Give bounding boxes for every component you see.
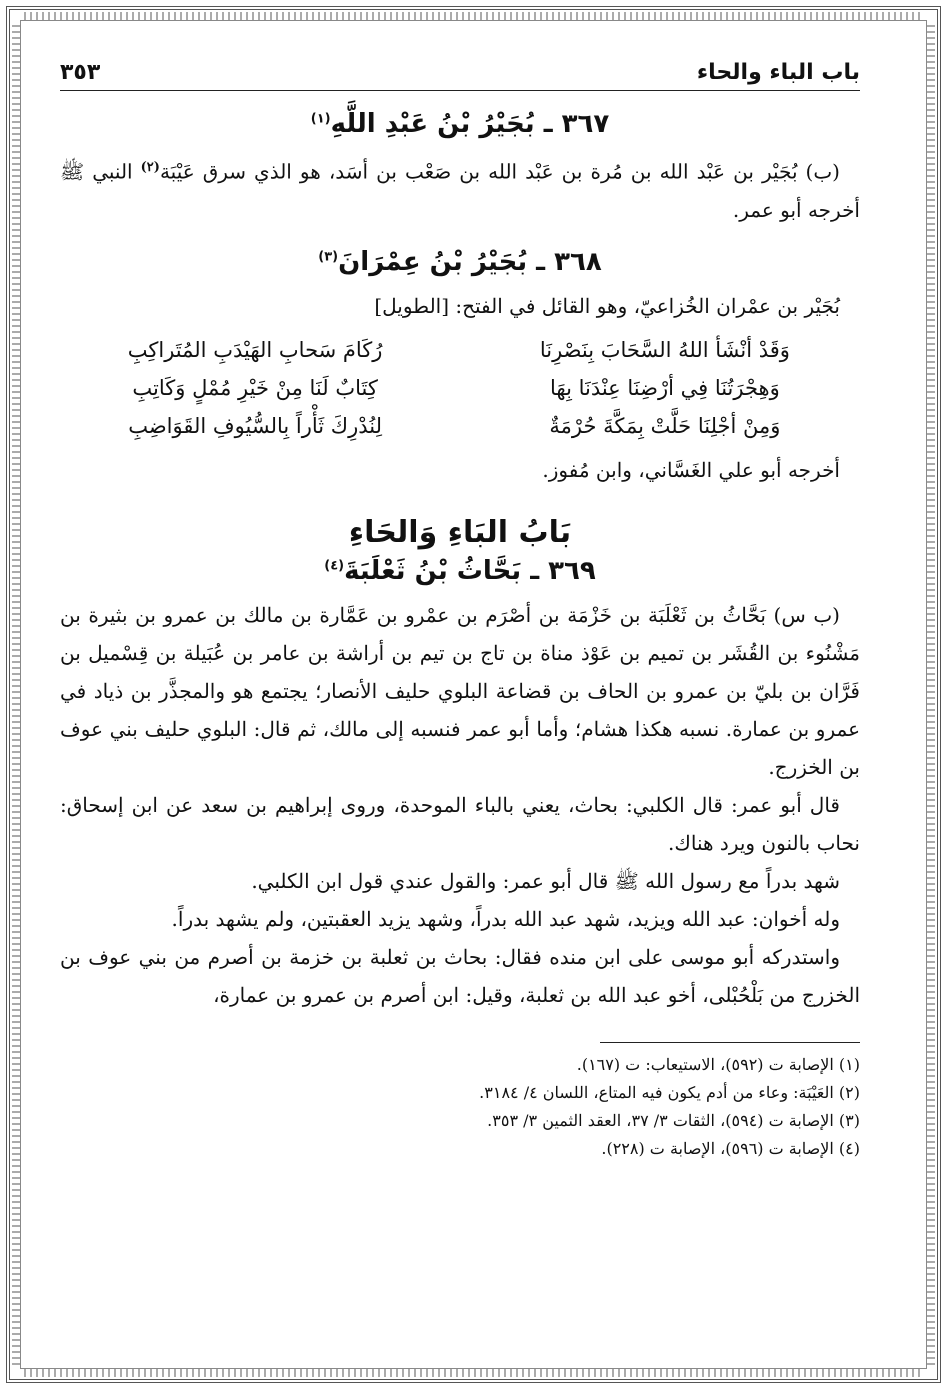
page-header [60,52,860,91]
entry-title-text: ٣٦٨ ـ بُجَيْرُ بْنُ عِمْرَانَ [338,246,602,277]
border-ornament-top [24,12,923,20]
footnote: (٣) الإصابة ت (٥٩٤)، الثقات ٣/ ٣٧، العقد الثمين ٣/ ٣٥٣. [487,1110,860,1130]
paragraph: أخرجه أبو علي الغَسَّاني، وابن مُفوز. [542,457,840,482]
verse-second-hemistich: لِنُدْرِكَ ثَأْراً بِالسُّيُوفِ القَوَاضِبِ [128,413,382,438]
footnote-marker: (١) [310,111,331,127]
footnote-marker: (٤) [324,558,345,573]
paragraph: واستدركه أبو موسى على ابن منده فقال: بحاث بن ثعلبة بن خزمة بن أصرم من بني عوف بن الخزرج من بَلْحُبْلى، أخو عبد الله بن ثعلبة، وقيل: ابن أصرم بن عمرو بن عمارة، [60,944,860,1007]
verse-first-hemistich: وَهِجْرَتُنَا فِي أرْضِنَا عِنْدَنَا بِهَا [549,375,780,400]
footnote: (٤) الإصابة ت (٥٩٦)، الإصابة ت (٢٢٨). [601,1138,860,1158]
footnote: (١) الإصابة ت (٥٩٢)، الاستيعاب: ت (١٦٧). [576,1054,860,1074]
entry-title-text: ٣٦٧ ـ بُجَيْرُ بْنُ عَبْدِ اللَّهِ [330,109,610,139]
verse-second-hemistich: رُكَامَ سَحابِ الهَيْدَبِ المُتَراكِبِ [127,337,383,362]
paragraph: قال أبو عمر: قال الكلبي: بحاث، يعني بالباء الموحدة، وروى إبراهيم بن سعد عن ابن إسحاق: نحاب بالنون ويرد هناك. [60,792,860,855]
entry-title-367 [60,109,860,139]
verse-first-hemistich: وَمِنْ أجْلِنَا حَلَّتْ بِمَكَّةَ حُرْمَةٌ [549,413,781,438]
border-ornament-bottom [24,1369,923,1377]
paragraph-text: (ب) بُجَيْر بن عَبْد الله بن مُرة بن عَبْد الله بن صَعْب بن أسَد، هو الذي سرق عَيْبَة [159,159,840,184]
verse-first-hemistich: وَقَدْ أنْشَأ اللهُ السَّحَابَ بِنَصْرِنَا [539,337,790,362]
poem [60,331,860,445]
paragraph-text: النبي ﷺ أخرجه أبو عمر. [60,159,860,222]
entry-title-368 [60,247,860,277]
poem-verse [60,407,860,445]
paragraph: شهد بدراً مع رسول الله ﷺ قال أبو عمر: والقول عندي قول ابن الكلبي. [251,868,840,893]
paragraph: وله أخوان: عبد الله ويزيد، شهد عبد الله بدراً، وشهد يزيد العقبتين، ولم يشهد بدراً. [171,906,840,931]
paragraph: بُجَيْر بن عمْران الخُزاعيّ، وهو القائل في الفتح: [الطويل] [374,293,840,318]
poem-verse [60,331,860,369]
page-content [60,52,860,1163]
footnote-marker: (٣) [318,249,339,264]
paragraph [60,149,860,229]
poem-verse [60,369,860,407]
entry-title-369 [60,556,860,586]
footnote: (٢) العَيْبَة: وعاء من أدم يكون فيه المتاع، اللسان ٤/ ٣١٨٤. [479,1082,860,1102]
section-title: بَابُ البَاءِ وَالحَاءِ [348,514,572,550]
border-ornament-left [12,24,20,1365]
paragraph: (ب س) بَحَّاثُ بن ثَعْلَبَة بن خَزْمَة بن أصْرَم بن عمْرو بن عَمَّارة بن مالك بن عمرو بن بثيرة بن مَشْنُوء بن القُشَر بن تميم بن عَوْذ مناة بن تاج بن تيم بن أراشة بن عامر بن عُبَيلة بن قِسْميل بن فَرَّان بن بليّ بن عمرو بن الحاف بن قضاعة البلوي حليف الأنصار؛ يجتمع هو والمجذَّر بن ذياد في عمرو بن عمارة. نسبه هكذا هشام؛ وأما أبو عمر فنسبه إلى مالك، ثم قال: البلوي حليف بني عوف بن الخزرج. [60,602,860,779]
verse-second-hemistich: كِتَابٌ لَنَا مِنْ خَيْرِ مُمْلٍ وَكَاتِبِ [132,375,378,400]
border-ornament-right [927,24,935,1365]
page-number: ٣٥٣ [60,60,101,85]
entry-title-text: ٣٦٩ ـ بَحَّاثُ بْنُ ثَعْلَبَةَ [344,555,596,586]
footnote-marker: (٢) [140,160,160,175]
running-title: باب الباء والحاء [696,60,860,85]
footnote-divider [600,1042,860,1043]
